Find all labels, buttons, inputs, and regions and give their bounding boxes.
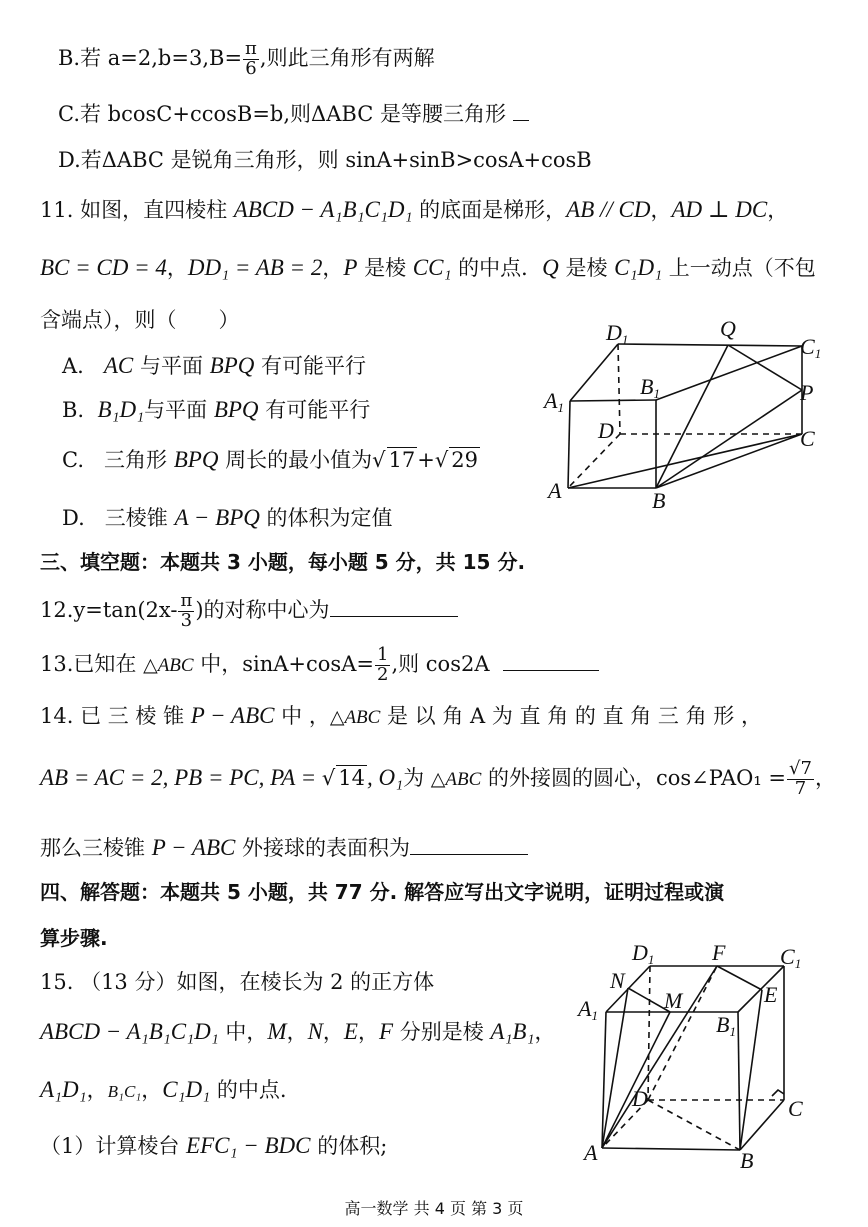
q11-option-d: D. 三棱锥 A − BPQ 的体积为定值	[62, 505, 393, 530]
label-P: P	[800, 380, 814, 405]
label-A1: A1	[544, 388, 564, 415]
q11-option-b: B. B₁D₁与平面 BPQ 有可能平行	[62, 397, 371, 422]
section-4-title: 四、解答题：本题共 5 小题，共 77 分. 解答应写出文字说明，证明过程或演	[40, 880, 725, 904]
q11-line-2: BC = CD = 4，DD₁ = AB = 2，P 是棱 CC₁ 的中点．Q 是棱 C₁D₁ 上一动点（不包	[40, 255, 816, 280]
q14-line-3: 那么三棱锥 P − ABC 外接球的表面积为	[40, 832, 528, 862]
answer-blank	[513, 102, 529, 121]
q13-fraction: $\frac{1}{2}$	[376, 644, 389, 685]
section-3-title: 三、填空题：本题共 3 小题，每小题 5 分，共 15 分.	[40, 550, 526, 574]
label-D: D	[632, 1086, 648, 1111]
label-A1: A1	[578, 996, 598, 1023]
q11-option-c: C. 三角形 BPQ 周长的最小值为√ 17+√ 29	[62, 447, 478, 472]
q11-line-1: 11. 如图，直四棱柱 ABCD − A₁B₁C₁D₁ 的底面是梯形，AB // CD，AD ⊥ DC，	[40, 197, 789, 222]
q14-line-2: AB = AC = 2, PB = PC, PA = √ 14, O₁为 △ABC 的外接圆的圆心，cos∠PAO₁ = $\frac{√7}{7}$ ，	[40, 758, 836, 799]
q10-option-b: B.若 a=2,b=3,B= $\frac{\pi}{6}$ ,则此三角形有两解	[58, 38, 435, 79]
label-C1: C1	[800, 334, 822, 361]
label-C1: C1	[780, 944, 802, 971]
q10-b-fraction: $\frac{\pi}{6}$	[245, 38, 257, 79]
q12-fraction: $\frac{\pi}{3}$	[180, 590, 193, 631]
label-E: E	[764, 982, 778, 1007]
label-A: A	[548, 478, 562, 503]
label-B: B	[652, 488, 666, 513]
label-B: B	[740, 1148, 754, 1170]
q10-option-c: C.若 bcosC+ccosB=b,则ΔABC 是等腰三角形	[58, 98, 529, 128]
label-Q: Q	[720, 316, 736, 341]
page-footer: 高一数学 共 4 页 第 3 页	[344, 1199, 524, 1218]
label-D1: D1	[606, 320, 629, 347]
q13: 13.已知在 △ABC 中，sinA+cosA= $\frac{1}{2}$ ,则 cos2A	[40, 646, 599, 685]
q15-line-3: A₁D₁，B₁C₁，C₁D₁ 的中点.	[40, 1077, 287, 1102]
label-N: N	[610, 968, 625, 993]
q12: 12.y=tan(2x- $\frac{\pi}{3}$ )的对称中心为	[40, 592, 458, 631]
q15-line-2: ABCD − A₁B₁C₁D₁ 中，M，N，E，F 分别是棱 A₁B₁，	[40, 1019, 556, 1044]
label-B1: B1	[640, 374, 660, 401]
q15-line-1: 15. （13 分）如图，在棱长为 2 的正方体	[40, 970, 435, 994]
label-C: C	[800, 426, 815, 451]
label-D: D	[598, 418, 614, 443]
section-4-title-cont: 算步骤.	[40, 926, 108, 950]
q15-part-1: （1）计算棱台 EFC₁ − BDC 的体积;	[40, 1133, 388, 1158]
answer-blank	[330, 598, 458, 617]
q10-option-d: D.若ΔABC 是锐角三角形，则 sinA+sinB>cosA+cosB	[58, 148, 592, 172]
label-M: M	[664, 988, 683, 1013]
label-C: C	[788, 1096, 803, 1121]
q11-prism-figure	[540, 316, 840, 516]
label-D1: D1	[632, 940, 655, 967]
q14-fraction: $\frac{√7}{7}$	[789, 758, 812, 799]
answer-blank	[503, 652, 599, 671]
answer-blank	[410, 836, 528, 855]
q15-cube-figure	[572, 936, 834, 1170]
label-B1: B1	[716, 1012, 736, 1039]
q11-line-3: 含端点），则（ ）	[40, 308, 240, 332]
label-A: A	[584, 1140, 598, 1165]
q14-line-1: 14. 已 三 棱 锥 P − ABC 中 ，△ABC 是 以 角 A 为 直 角 的 直 角 三 角 形 ，	[40, 703, 762, 728]
label-F: F	[712, 940, 726, 965]
q11-option-a: A. AC 与平面 BPQ 有可能平行	[62, 353, 367, 378]
